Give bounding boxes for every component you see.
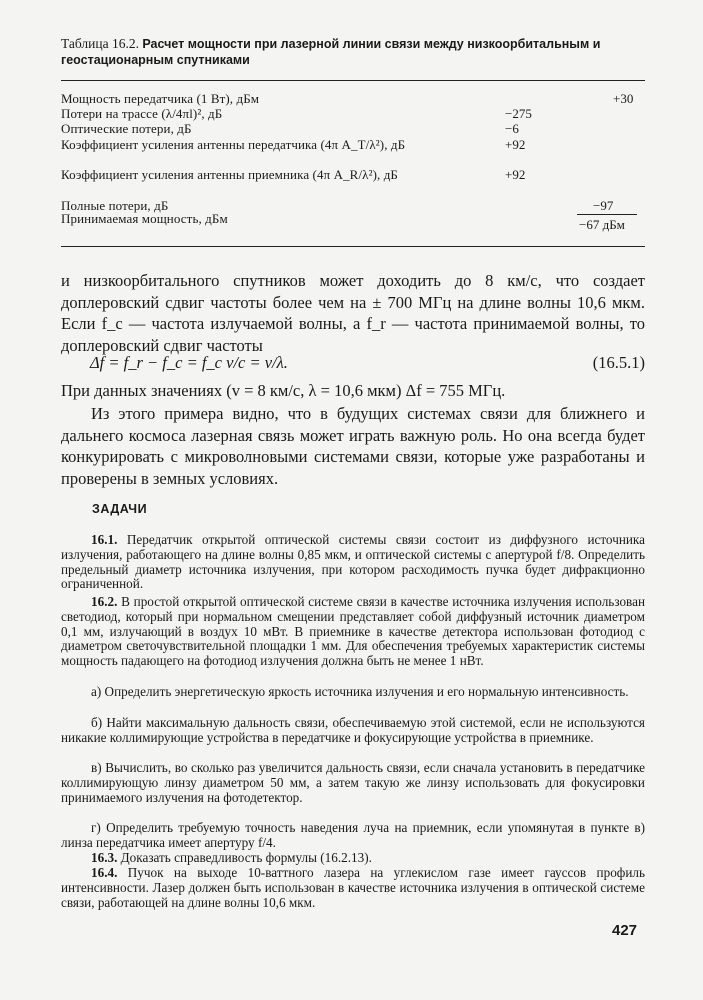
- equation-number: (16.5.1): [592, 353, 645, 372]
- problem-text: Пучок на выходе 10-ваттного лазера на углекислом газе имеет гауссов профиль интенсивности. Лазер должен быть использован в качестве источника излучения в оптической системе связи, работающей на длине волны 10,6 мкм.: [61, 865, 645, 910]
- problem-text: в) Вычислить, во сколько раз увеличится дальность связи, если сначала установить в передатчике коллимирующую линзу диаметром 50 мм, а затем такую же линзу использовать для фокусировки принимаемого излучения на фотодетектор.: [61, 760, 645, 805]
- problem-text: Передатчик открытой оптической системы связи состоит из диффузного источника излучения, работающего на длине волны 0,85 мкм, и оптической системы с апертурой f/8. Определить предельный диаметр источника излучения, при котором расходимость пучка будет дифракционно ограниченной.: [61, 532, 645, 592]
- table-top-rule: [61, 80, 645, 81]
- table-caption: [61, 36, 621, 68]
- table-row-value: −97: [593, 198, 614, 213]
- table-caption-title: Расчет мощности при лазерной линии связи между низкоорбитальным и геостационарным спутниками: [61, 37, 601, 67]
- table-row-value: −275: [505, 106, 532, 121]
- problem-item: [61, 851, 645, 866]
- table-row-value: +92: [505, 167, 526, 182]
- table-row-label: Оптические потери, дБ: [61, 121, 192, 136]
- table-row-value: +30: [613, 91, 634, 106]
- problem-text: Доказать справедливость формулы (16.2.13).: [120, 850, 372, 865]
- table-row-value: −6: [505, 121, 519, 136]
- problem-number: 16.3.: [91, 850, 118, 865]
- problem-number: 16.2.: [91, 594, 118, 609]
- table-row-label: Полные потери, дБ: [61, 198, 169, 213]
- problem-text: б) Найти максимальную дальность связи, обеспечиваемую этой системой, если не используются никакие коллимирующие устройства в передатчике и фокусирующие устройства в приемнике.: [61, 715, 645, 745]
- equation: [90, 352, 645, 374]
- paragraph: При данных значениях (v = 8 км/с, λ = 10,6 мкм) Δf = 755 МГц.: [61, 381, 506, 400]
- table-row-label: Мощность передатчика (1 Вт), дБм: [61, 91, 260, 106]
- problem-item: [61, 533, 645, 592]
- problem-subitem: [61, 685, 645, 700]
- table-row-label: Коэффициент усиления антенны передатчика (4π A_T/λ²), дБ: [61, 137, 406, 152]
- table-row-label: Потери на трассе (λ/4πl)², дБ: [61, 106, 223, 121]
- table-bottom-rule: [61, 246, 645, 247]
- table-caption-prefix: Таблица 16.2.: [61, 36, 139, 51]
- table-row-label: Коэффициент усиления антенны приемника (4π A_R/λ²), дБ: [61, 167, 398, 182]
- problem-number: 16.4.: [91, 865, 118, 880]
- paragraph: Из этого примера видно, что в будущих системах связи для ближнего и дальнего космоса лазерная связь может играть важную роль. Но она всегда будет конкурировать с микроволновыми системами связи, которые уже разработаны и проверены в земных условиях.: [61, 404, 645, 488]
- problem-text: г) Определить требуемую точность наведения луча на приемник, если упомянутая в пункте в) линза передатчика имеет апертуру f/4.: [61, 820, 645, 850]
- problem-item: [61, 595, 645, 669]
- problem-subitem: [61, 821, 645, 851]
- problem-text: В простой открытой оптической системе связи в качестве источника излучения использован светодиод, который при нормальном смещении представляет собой диффузный источник диаметром 0,1 мм, излучающий в воздух 10 мВт. В приемнике в качестве детектора использован фотодиод с диаметром светочувствительной площадки 1 мм. Для обеспечения требуемых характеристик системы мощность падающего на фотодиод излучения должна быть не менее 1 нВт.: [61, 594, 646, 669]
- problem-number: 16.1.: [91, 532, 118, 547]
- table-row-value: −67 дБм: [579, 217, 625, 232]
- problem-text: а) Определить энергетическую яркость источника излучения и его нормальную интенсивность.: [91, 684, 629, 699]
- table-row-label: Принимаемая мощность, дБм: [61, 211, 228, 226]
- problem-subitem: [61, 761, 645, 805]
- paragraph: и низкоорбитального спутников может доходить до 8 км/с, что создает доплеровский сдвиг частоты более чем на ± 700 МГц на длине волны 10,6 мкм. Если f_c — частота излучаемой волны, а f_r — частота принимаемой волны, то доплеровский сдвиг частоты: [61, 271, 645, 355]
- equation-text: Δf = f_r − f_c = f_c v/c = v/λ.: [90, 353, 288, 372]
- sum-line: [577, 214, 637, 215]
- table-row-value: +92: [505, 137, 526, 152]
- problem-subitem: [61, 716, 645, 746]
- problem-item: [61, 866, 645, 910]
- page-number: 427: [612, 922, 638, 939]
- section-heading: ЗАДАЧИ: [92, 502, 148, 516]
